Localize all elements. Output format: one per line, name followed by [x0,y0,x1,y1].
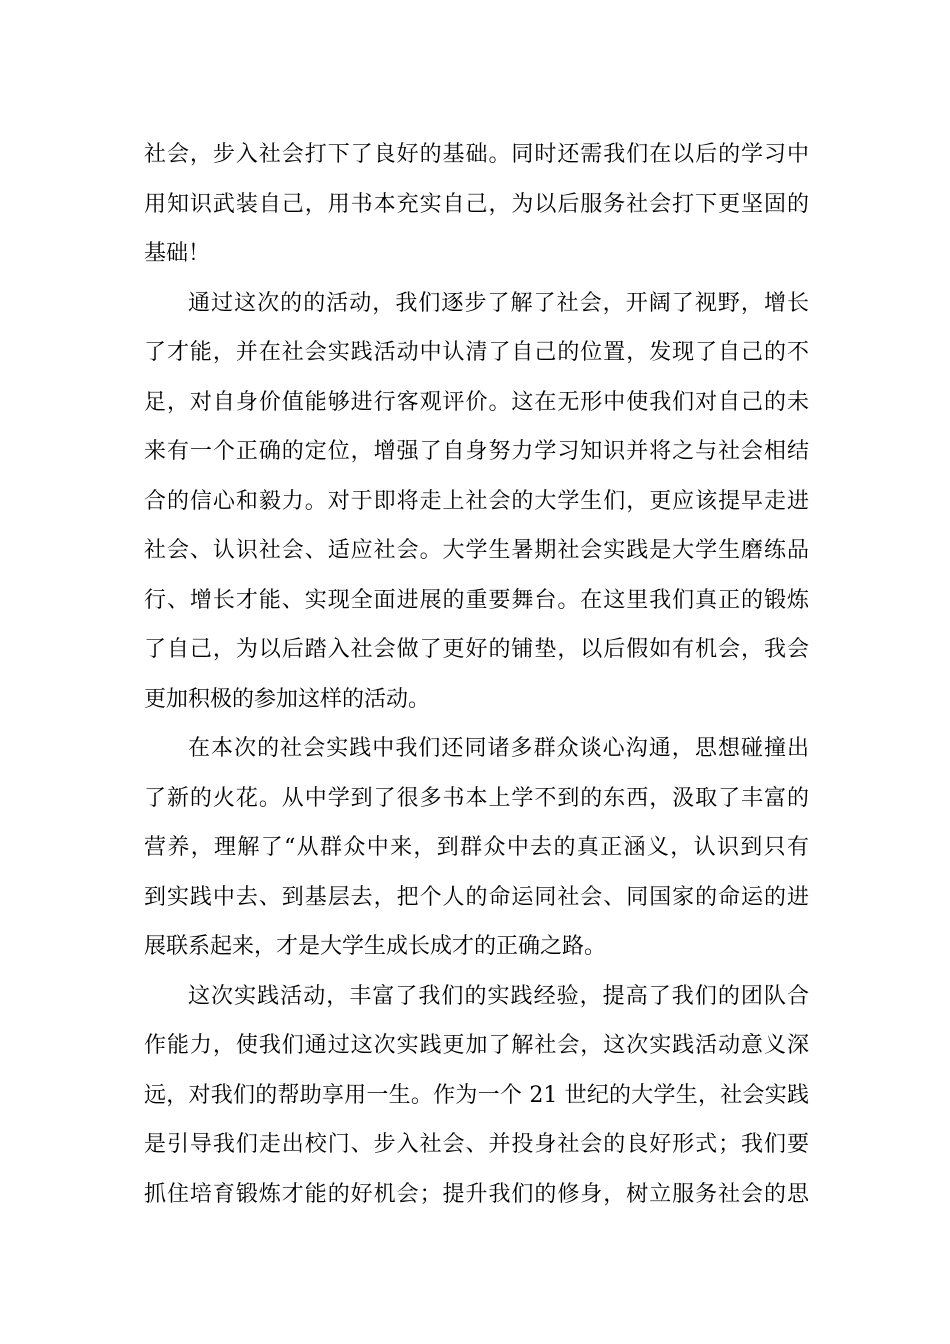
paragraph-start-line: 在本次的社会实践中我们还同诸多群众谈心沟通，思想碰撞出 [188,736,809,761]
paragraph-start-line: 通过这次的的活动，我们逐步了解了社会，开阔了视野，增长 [188,290,809,316]
text-line: 社会、认识社会、适应社会。大学生暑期社会实践是大学生磨练品 [144,538,809,563]
text-line: 了自己，为以后踏入社会做了更好的铺垫，以后假如有机会，我会 [144,637,809,662]
text-line: 作能力，使我们通过这次实践更加了解社会，这次实践活动意义深 [144,1033,809,1058]
text-line: 远，对我们的帮助享用一生。作为一个 21 世纪的大学生，社会实践 [144,1082,809,1108]
text-line: 合的信心和毅力。对于即将走上社会的大学生们，更应该提早走进 [144,488,809,514]
text-line: 了才能，并在社会实践活动中认清了自己的位置，发现了自己的不 [144,340,809,365]
text-line: 基础！ [144,241,211,266]
text-line: 是引导我们走出校门、步入社会、并投身社会的良好形式；我们要 [144,1132,809,1157]
paragraph-start-line: 这次实践活动，丰富了我们的实践经验，提高了我们的团队合 [188,983,809,1009]
text-line: 展联系起来，才是大学生成长成才的正确之路。 [144,934,607,959]
body-text [144,130,809,1219]
text-line: 足，对自身价值能够进行客观评价。这在无形中使我们对自己的未 [144,389,809,415]
text-line: 了新的火花。从中学到了很多书本上学不到的东西，汲取了丰富的 [144,785,809,811]
text-line: 更加积极的参加这样的活动。 [144,686,431,712]
text-line: 用知识武装自己，用书本充实自己，为以后服务社会打下更坚固的 [144,191,809,217]
text-line: 社会，步入社会打下了良好的基础。同时还需我们在以后的学习中 [144,142,809,167]
text-line: 来有一个正确的定位，增强了自身努力学习知识并将之与社会相结 [144,439,809,464]
text-line: 抓住培育锻炼才能的好机会；提升我们的修身，树立服务社会的思 [144,1181,809,1207]
text-line: 行、增长才能、实现全面进展的重要舞台。在这里我们真正的锻炼 [144,587,809,613]
text-line: 到实践中去、到基层去，把个人的命运同社会、同国家的命运的进 [144,884,809,910]
text-line: 营养，理解了“从群众中来，到群众中去的真正涵义，认识到只有 [144,835,809,860]
